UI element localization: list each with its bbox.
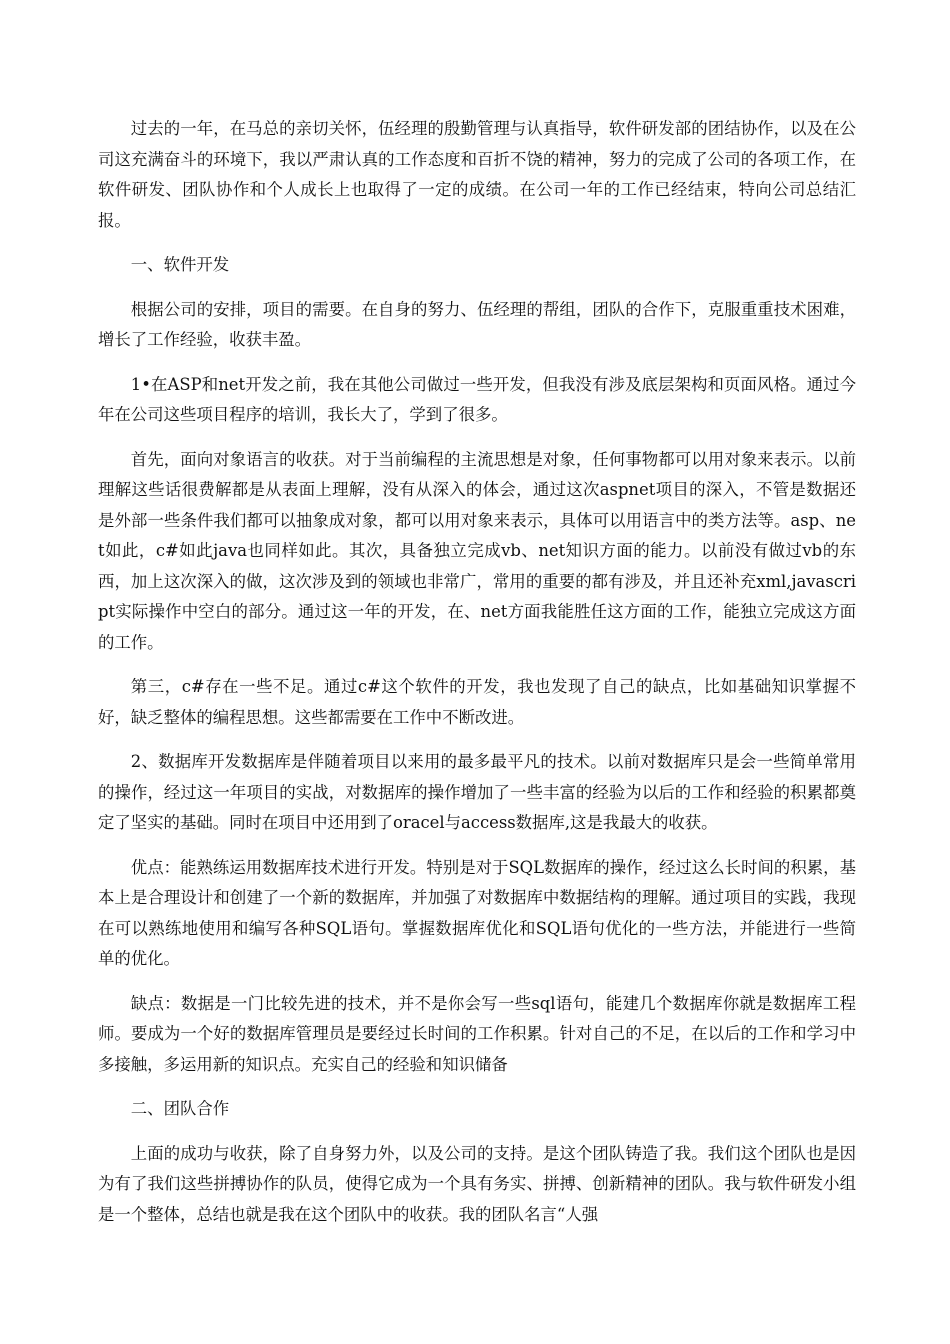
paragraph-weaknesses: 缺点：数据是一门比较先进的技术，并不是你会写一些sql语句，能建几个数据库你就是数据库工程师。要成为一个好的数据库管理员是要经过长时间的工作积累。针对自己的不足，在以后的工作和学习中多接触，多运用新的知识点。充实自己的经验和知识储备	[98, 993, 856, 1074]
paragraph-csharp-shortcomings: 第三，c#存在一些不足。通过c#这个软件的开发，我也发现了自己的缺点，比如基础知识掌握不好，缺乏整体的编程思想。这些都需要在工作中不断改进。	[98, 677, 856, 727]
paragraph-asp-net: 1•在ASP和net开发之前，我在其他公司做过一些开发，但我没有涉及底层架构和页面风格。通过今年在公司这些项目程序的培训，我长大了，学到了很多。	[98, 374, 856, 424]
section-heading-teamwork: 二、团队合作	[130, 1099, 230, 1118]
paragraph-intro: 过去的一年，在马总的亲切关怀，伍经理的殷勤管理与认真指导，软件研发部的团结协作，以及在公司这充满奋斗的环境下，我以严肃认真的工作态度和百折不饶的精神，努力的完成了公司的各项工作，在软件研发、团队协作和个人成长上也取得了一定的成绩。在公司一年的工作已经结束，特向公司总结汇报。	[98, 119, 856, 230]
document-body	[98, 114, 856, 1244]
paragraph-team: 上面的成功与收获，除了自身努力外，以及公司的支持。是这个团队铸造了我。我们这个团队也是因为有了我们这些拼搏协作的队员，使得它成为一个具有务实、拼搏、创新精神的团队。我与软件研发小组是一个整体，总结也就是我在这个团队中的收获。我的团队名言“人强	[98, 1143, 856, 1224]
paragraph-strengths: 优点：能熟练运用数据库技术进行开发。特别是对于SQL数据库的操作，经过这么长时间的积累，基本上是合理设计和创建了一个新的数据库，并加强了对数据库中数据结构的理解。通过项目的实践，我现在可以熟练地使用和编写各种SQL语句。掌握数据库优化和SQL语句优化的一些方法，并能进行一些简单的优化。	[98, 857, 856, 968]
section-heading-software-dev: 一、软件开发	[130, 255, 230, 274]
paragraph-arrangement: 根据公司的安排，项目的需要。在自身的努力、伍经理的帮组，团队的合作下，克服重重技术困难，增长了工作经验，收获丰盈。	[98, 299, 856, 349]
paragraph-database-dev: 2、数据库开发数据库是伴随着项目以来用的最多最平凡的技术。以前对数据库只是会一些简单常用的操作，经过这一年项目的实战，对数据库的操作增加了一些丰富的经验为以后的工作和经验的积累都奠定了坚实的基础。同时在项目中还用到了oracel与access数据库,这是我最大的收获。	[98, 752, 856, 832]
paragraph-oop: 首先，面向对象语言的收获。对于当前编程的主流思想是对象，任何事物都可以用对象来表示。以前理解这些话很费解都是从表面上理解，没有从深入的体会，通过这次aspnet项目的深入，不管是数据还是外部一些条件我们都可以抽象成对象，都可以用对象来表示，具体可以用语言中的类方法等。asp、net如此，c#如此java也同样如此。其次，具备独立完成vb、net知识方面的能力。以前没有做过vb的东西，加上这次深入的做，这次涉及到的领域也非常广，常用的重要的都有涉及，并且还补充xml,javascript实际操作中空白的部分。通过这一年的开发，在、net方面我能胜任这方面的工作，能独立完成这方面的工作。	[98, 449, 856, 652]
